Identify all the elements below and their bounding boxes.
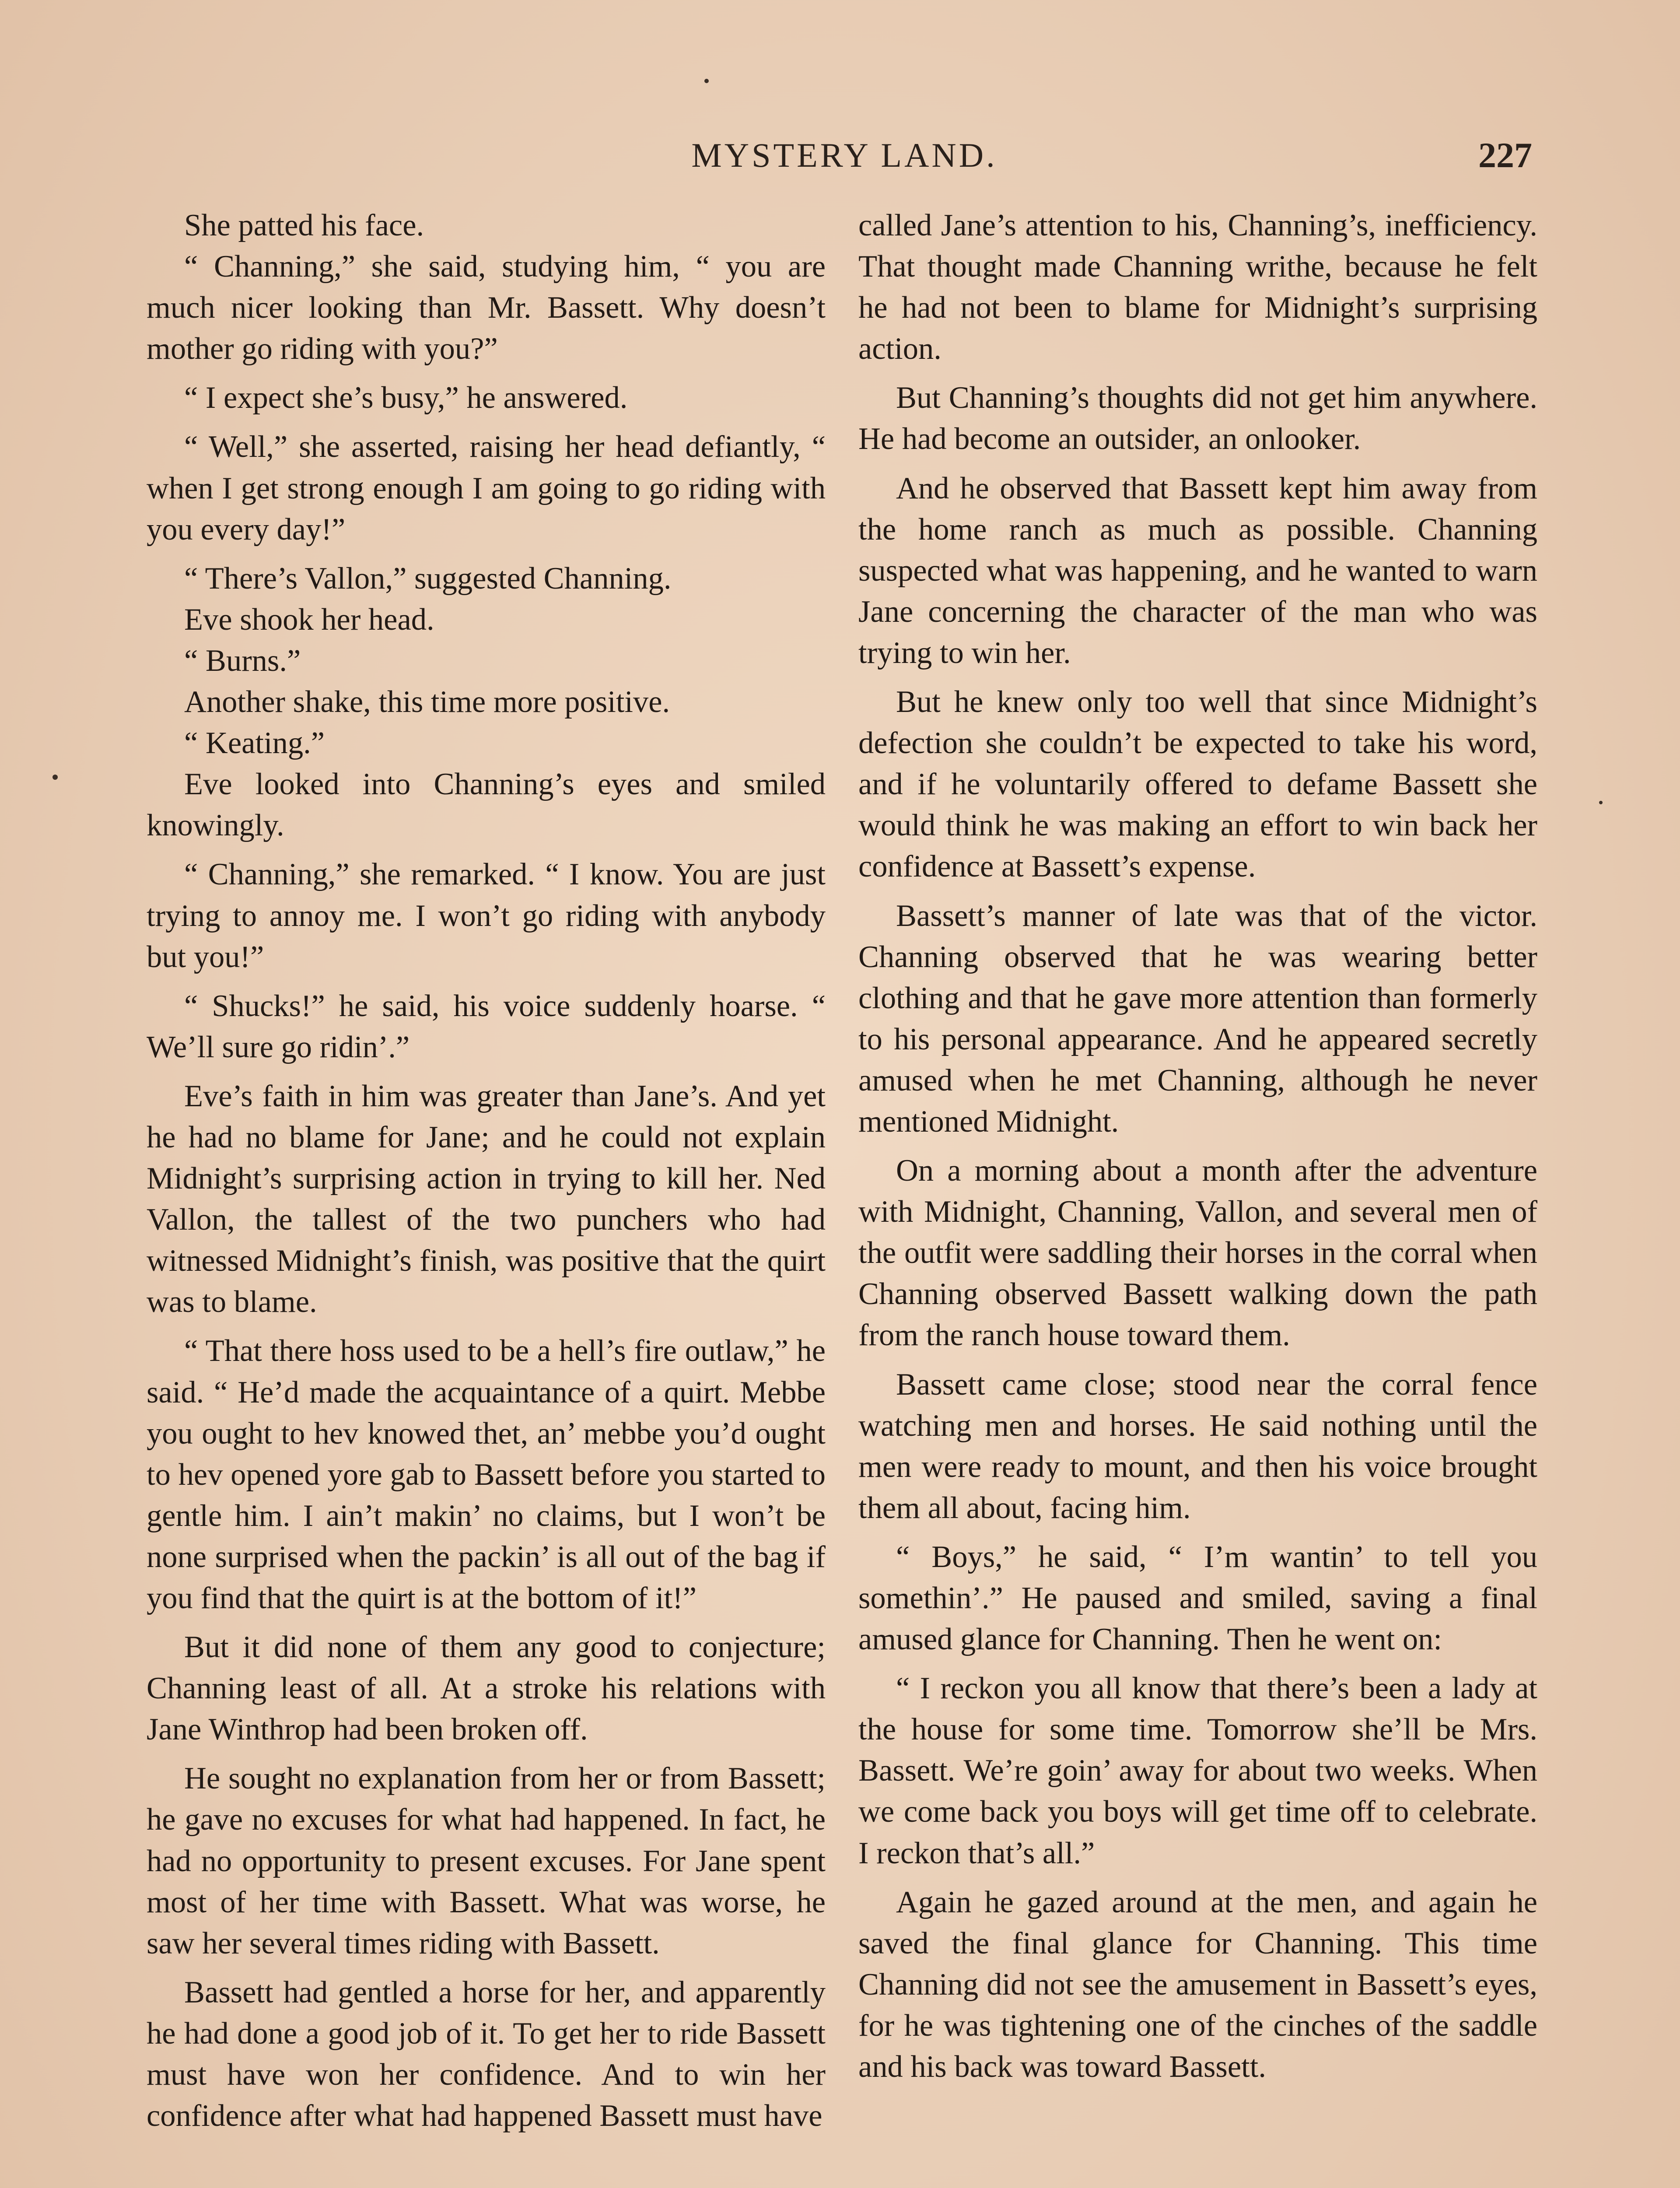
paragraph: But it did none of them any good to conjecture; Channing least of all. At a stroke his relations with Jane Winthrop had been broken off. — [147, 1630, 826, 1747]
paragraph: “ Burns.” — [184, 643, 301, 678]
right-column — [858, 205, 1537, 2087]
paragraph: “ There’s Vallon,” suggested Channing. — [184, 561, 672, 596]
paragraph: “ I reckon you all know that there’s been a lady at the house for some time. Tomorrow she’ll be Mrs. Bassett. We’re goin’ away for about two weeks. When we come back you boys will get time off to celebrate. I reckon that’s all.” — [858, 1671, 1537, 1870]
left-column — [147, 205, 826, 2136]
paragraph: “ I expect she’s busy,” he answered. — [184, 381, 628, 415]
running-title: MYSTERY LAND. — [691, 136, 998, 174]
paragraph: And he observed that Bassett kept him away from the home ranch as much as possible. Channing suspected what was happening, and he wanted to warn Jane concerning the character of the man who was trying to win her. — [858, 471, 1537, 670]
page-header — [149, 131, 1540, 184]
paragraph: But he knew only too well that since Midnight’s defection she couldn’t be expected to take his word, and if he voluntarily offered to defame Bassett she would think he was making an effort to win back her confidence at Bassett’s expense. — [858, 685, 1537, 884]
paragraph: Eve looked into Channing’s eyes and smiled knowingly. — [147, 767, 826, 843]
paragraph: “ Keating.” — [184, 726, 325, 761]
paragraph: “ Channing,” she said, studying him, “ you are much nicer looking than Mr. Bassett. Why doesn’t mother go riding with you?” — [147, 249, 826, 366]
page-number: 227 — [1478, 135, 1532, 175]
paragraph: “ That there hoss used to be a hell’s fire outlaw,” he said. “ He’d made the acquaintance of a quirt. Mebbe you ought to hev knowed thet, an’ mebbe you’d ought to hev opened yore gab to Bassett before you started to gentle him. I ain’t makin’ no claims, but I won’t be none surprised when the packin’ is all out of the bag if you find that the quirt is at the bottom of it!” — [147, 1334, 826, 1615]
paragraph: “ Well,” she asserted, raising her head defiantly, “ when I get strong enough I am going to go riding with you every day!” — [147, 430, 826, 547]
paper-speck — [52, 775, 58, 780]
paragraph: Bassett had gentled a horse for her, and apparently he had done a good job of it. To get her to ride Bassett must have won her confidence. And to win her confidence after what had happened Bassett must have — [147, 1975, 826, 2133]
paragraph: called Jane’s attention to his, Channing’s, inefficiency. That thought made Channing writhe, because he felt he had not been to blame for Midnight’s surprising action. — [858, 208, 1537, 366]
paragraph: “ Boys,” he said, “ I’m wantin’ to tell you somethin’.” He paused and smiled, saving a final amused glance for Channing. Then he went on: — [858, 1539, 1537, 1657]
paragraph: “ Shucks!” he said, his voice suddenly hoarse. “ We’ll sure go ridin’.” — [147, 989, 826, 1064]
paragraph: Bassett came close; stood near the corral fence watching men and horses. He said nothing until the men were ready to mount, and then his voice brought them all about, facing him. — [858, 1367, 1537, 1525]
paragraph: He sought no explanation from her or from Bassett; he gave no excuses for what had happened. In fact, he had no opportunity to present excuses. For Jane spent most of her time with Bassett. What was worse, he saw her several times riding with Bassett. — [147, 1761, 826, 1960]
paragraph: Another shake, this time more positive. — [184, 685, 670, 719]
paragraph: On a morning about a month after the adventure with Midnight, Channing, Vallon, and several men of the outfit were saddling their horses in the corral when Channing observed Bassett walking down the path from the ranch house toward them. — [858, 1154, 1537, 1353]
paragraph: Eve’s faith in him was greater than Jane’s. And yet he had no blame for Jane; and he could not explain Midnight’s surprising action in trying to kill her. Ned Vallon, the tallest of the two punchers who had witnessed Midnight’s finish, was positive that the quirt was to blame. — [147, 1079, 826, 1319]
paragraph: But Channing’s thoughts did not get him anywhere. He had become an outsider, an onlooker. — [858, 381, 1537, 456]
paragraph: Again he gazed around at the men, and again he saved the final glance for Channing. This time Channing did not see the amusement in Bassett’s eyes, for he was tightening one of the cinches of the saddle and his back was toward Bassett. — [858, 1885, 1537, 2084]
paper-speck — [1599, 801, 1603, 804]
paper-speck — [704, 79, 709, 83]
paragraph: “ Channing,” she remarked. “ I know. You are just trying to annoy me. I won’t go riding with anybody but you!” — [147, 857, 826, 974]
paragraph: Eve shook her head. — [184, 602, 434, 637]
paragraph: Bassett’s manner of late was that of the victor. Channing observed that he was wearing better clothing and that he gave more attention than formerly to his personal appearance. And he appeared secretly amused when he met Channing, although he never mentioned Midnight. — [858, 898, 1537, 1139]
paragraph: She patted his face. — [184, 208, 424, 242]
